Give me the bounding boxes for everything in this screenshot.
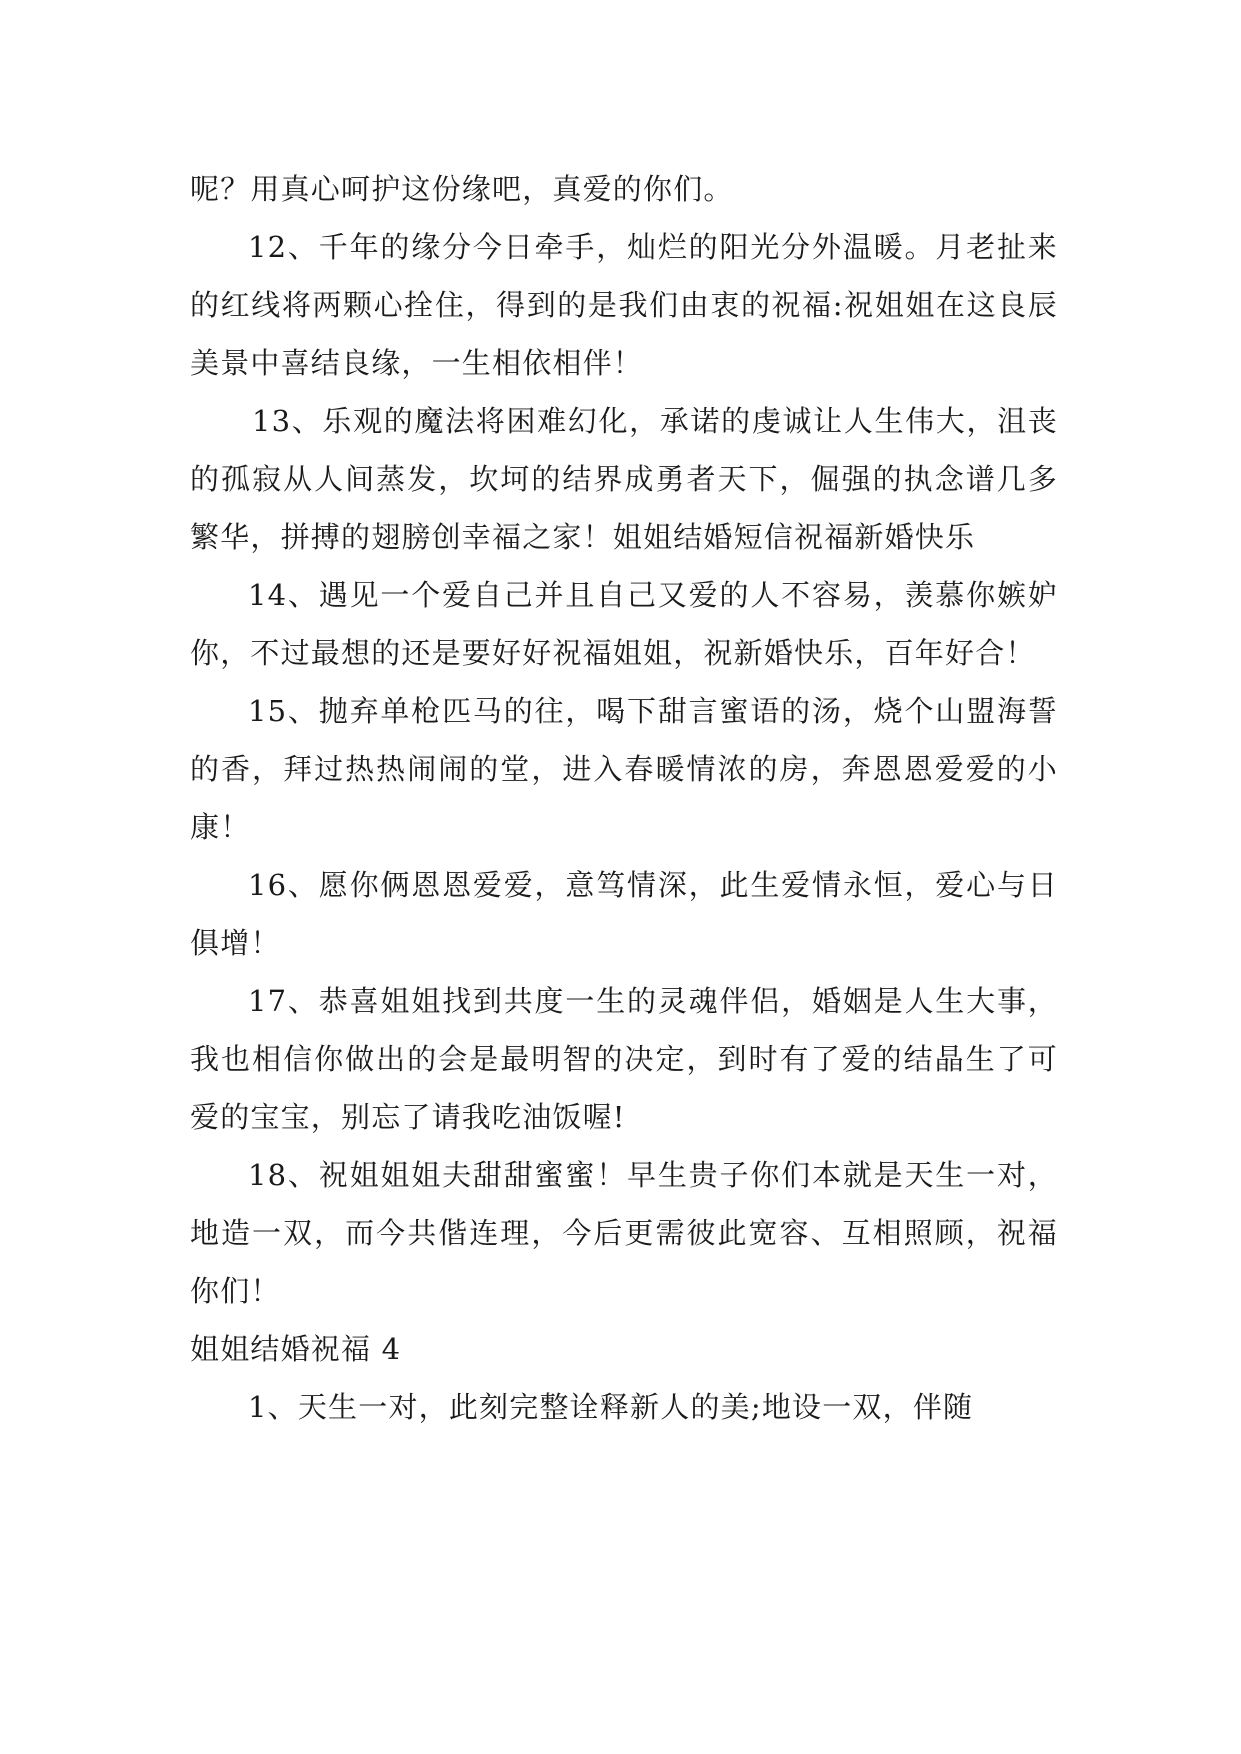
- document-body: [190, 160, 1058, 1436]
- paragraph-item-1: 1、天生一对，此刻完整诠释新人的美;地设一双，伴随: [248, 1390, 974, 1424]
- paragraph-item-15: 15、抛弃单枪匹马的往，喝下甜言蜜语的汤，烧个山盟海誓的香，拜过热热闹闹的堂，进入春暖情浓的房，奔恩恩爱爱的小康！: [190, 694, 1058, 844]
- paragraph-item-14: 14、遇见一个爱自己并且自己又爱的人不容易，羡慕你嫉妒你，不过最想的还是要好好祝福姐姐，祝新婚快乐，百年好合！: [190, 578, 1058, 670]
- paragraph-item-16: 16、愿你俩恩恩爱爱，意笃情深，此生爱情永恒，爱心与日俱增！: [190, 868, 1058, 960]
- paragraph-item-18: 18、祝姐姐姐夫甜甜蜜蜜！早生贵子你们本就是天生一对，地造一双，而今共偕连理，今后更需彼此宽容、互相照顾，祝福你们！: [190, 1158, 1058, 1308]
- paragraph-item-13: 13、乐观的魔法将困难幻化，承诺的虔诚让人生伟大，沮丧的孤寂从人间蒸发，坎坷的结界成勇者天下，倔强的执念谱几多繁华，拼搏的翅膀创幸福之家！姐姐结婚短信祝福新婚快乐: [190, 404, 1058, 554]
- section-heading: 姐姐结婚祝福 4: [190, 1332, 402, 1366]
- paragraph-item-12: 12、千年的缘分今日牵手，灿烂的阳光分外温暖。月老扯来的红线将两颗心拴住，得到的是我们由衷的祝福:祝姐姐在这良辰美景中喜结良缘，一生相依相伴！: [190, 230, 1058, 380]
- paragraph-item-17: 17、恭喜姐姐找到共度一生的灵魂伴侣，婚姻是人生大事，我也相信你做出的会是最明智的决定，到时有了爱的结晶生了可爱的宝宝，别忘了请我吃油饭喔!: [190, 984, 1058, 1134]
- paragraph-continuation: 呢？用真心呵护这份缘吧，真爱的你们。: [190, 172, 734, 206]
